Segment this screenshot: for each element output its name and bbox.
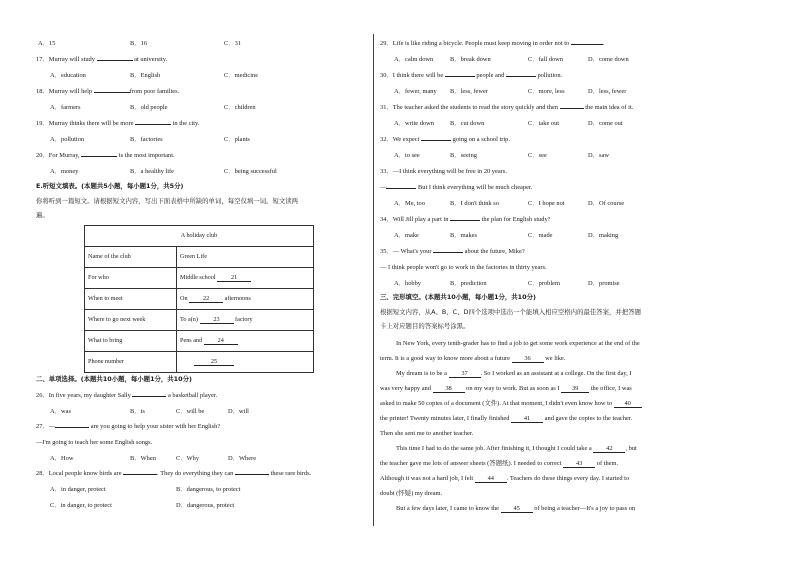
q33-blank (386, 188, 416, 189)
q16-option-c: C．31 (224, 40, 242, 47)
q31-option-c: C．take out (528, 120, 560, 127)
q26-stem: 26．In five years, my daughter Sally a basketball player. (36, 392, 218, 399)
q26-option-b: B．is (130, 408, 145, 415)
q29-option-d: D．come down (588, 56, 629, 63)
q17-option-b: B．English (130, 72, 161, 79)
blank-21: 21 (217, 274, 251, 282)
q16-option-a: A．15 (38, 40, 56, 47)
q33-reply: — But I think everything will be much cheaper. (380, 184, 533, 191)
q20-option-c: C．being successful (224, 168, 277, 175)
q19-stem: 19．Murray thinks there will be more in the city. (36, 120, 200, 127)
q27-option-d: D．Where (228, 455, 257, 462)
q32-option-c: C．see (528, 152, 547, 159)
blank-25: 25 (194, 358, 234, 366)
q26-option-a: A．was (50, 408, 71, 415)
blank-41: 41 (511, 415, 543, 423)
q20-blank (81, 156, 117, 157)
q19-blank (135, 124, 171, 125)
q18-option-a: A．farmers (50, 104, 81, 111)
q35-blank (433, 252, 463, 253)
q32-stem: 32．We expect going on a school trip. (380, 136, 510, 143)
q30-option-c: C．more, less (528, 88, 565, 95)
q28-option-c: C．in danger, to protect (50, 502, 112, 509)
q30-option-d: D．less, fewer (588, 88, 627, 95)
q34-option-c: C．made (528, 232, 553, 239)
q34-stem: 34．Will Jill play a part in the plan for English study? (380, 216, 551, 223)
q34-blank (450, 220, 480, 221)
section-e-instruction-2: 遍。 (36, 211, 49, 219)
q26-option-d: D．will (228, 408, 249, 415)
q16-option-b: B．16 (130, 40, 148, 47)
q28-option-b: B．dangerous, to protect (176, 486, 241, 493)
q18-stem: 18．Murray will help from poor families. (36, 88, 180, 95)
q28-blank-2 (235, 474, 269, 475)
q18-blank (94, 92, 130, 93)
passage-line: was very happy and 38 on my way to work. But as soon as I 39 the office, I was (380, 385, 632, 392)
q31-blank (560, 108, 584, 109)
q35-reply: — I think people won't go to work in the factories in thirty years. (380, 264, 547, 271)
q32-option-b: B．seeing (450, 152, 477, 159)
q34-option-a: A．make (394, 232, 419, 239)
q31-stem: 31．The teacher asked the students to read the story quickly and then the main idea of it. (380, 104, 634, 111)
q17-stem: 17．Murray will study at university. (36, 56, 168, 63)
q27-option-a: A．How (50, 455, 74, 462)
q26-option-c: C．will be (176, 408, 205, 415)
q17-option-c: C．medicine (224, 72, 259, 79)
blank-38: 38 (433, 385, 465, 393)
q18-option-b: B．old people (130, 104, 168, 111)
q29-stem: 29．Life is like riding a bicycle. People must keep moving in order not to . (380, 40, 605, 47)
table-row: Phone number 25 (85, 352, 314, 373)
q19-option-b: B．factories (130, 136, 163, 143)
q33-option-d: D．Of course (588, 200, 625, 207)
q31-option-a: A．write down (394, 120, 434, 127)
q30-option-b: B．less, fewer (450, 88, 488, 95)
q32-option-d: D．saw (588, 152, 609, 159)
q30-blank-1 (445, 76, 475, 77)
q19-option-c: C．plants (224, 136, 250, 143)
q30-blank-2 (506, 76, 536, 77)
q31-option-d: D．come out (588, 120, 623, 127)
q17-option-a: A．education (50, 72, 86, 79)
passage-line: the printer! Twenty minutes later, I finally finished 41 and gave the copies to the teacher. (380, 415, 633, 422)
q29-option-a: A．calm down (394, 56, 434, 63)
blank-45: 45 (501, 505, 533, 513)
q28-stem: 28．Local people know birds are . They do everything they can these rare birds. (36, 470, 312, 477)
q33-option-c: C．I hope not (528, 200, 565, 207)
section-3-title: 三、完形填空。(本题共10小题，每小题1分，共10分) (380, 293, 536, 301)
q18-option-c: C．children (224, 104, 256, 111)
table-row: What to bring Pens and 24 (85, 331, 314, 352)
blank-24: 24 (204, 337, 238, 345)
passage-line: In New York, every tenth-grader has to find a job to get some work experience at the end of the (396, 340, 640, 347)
passage-line: Although it was not a hard job, I felt 44 . Teachers do these things every day. I started to (380, 475, 630, 482)
section-3-instruction-1: 根据短文内容，从A、B、C、D四个选项中选出一个能填入相应空格内的最佳答案，并把答题 (380, 308, 641, 316)
q33-stem: 33．—I think everything will be free in 20 years. (380, 168, 507, 175)
q29-option-c: C．fall down (528, 56, 563, 63)
section-2-title: 二、单项选择。(本题共10小题，每小题1分，共10分) (36, 375, 192, 383)
q20-option-a: A．money (50, 168, 79, 175)
table-header: A holiday club (85, 226, 314, 247)
q35-option-a: A．hobby (394, 280, 421, 287)
q26-blank (132, 396, 166, 397)
q20-stem: 20．For Murray, is the most important. (36, 152, 175, 159)
column-divider (373, 34, 374, 526)
passage-line: doubt (怀疑) my dream. (380, 490, 443, 497)
passage-line: This time I had to do the same job. After finishing it, I thought I could take a 42 , but (396, 445, 637, 452)
q32-option-a: A．to see (394, 152, 420, 159)
q29-blank (571, 44, 603, 45)
q17-blank (97, 60, 133, 61)
q28-option-a: A．in danger, protect (50, 486, 106, 493)
q19-option-a: A．pollution (50, 136, 85, 143)
q33-option-b: B．I don't think so (450, 200, 499, 207)
passage-line: asked to make 50 copies of a document (文件). At that moment, I didn't even know how to 40 (380, 400, 642, 408)
q27-blank (55, 427, 89, 428)
q30-stem: 30．I think there will be people and pollution. (380, 72, 563, 79)
q27-option-b: B．When (130, 455, 156, 462)
passage-line: My dream is to be a 37 . So I worked as an assistant at a college. On the first day, I (396, 370, 632, 377)
section-3-instruction-2: 卡上对应题目的答案标号涂黑。 (380, 322, 470, 330)
blank-37: 37 (449, 370, 481, 378)
blank-44: 44 (475, 475, 507, 483)
blank-23: 23 (200, 316, 234, 324)
section-e-instruction-1: 你将听到一篇短文。请根据短文内容，写出下面表格中所缺的单词，每空仅填一词。短文读两 (36, 197, 299, 205)
holiday-club-table (84, 225, 314, 373)
table-row: For who Middle school 21 (85, 268, 314, 289)
q29-option-b: B．break down (450, 56, 491, 63)
q27-reply: —I'm going to teach her some English songs. (36, 439, 153, 446)
q35-option-c: C．problem (528, 280, 560, 287)
q28-option-d: D．dangerous, protect (176, 502, 235, 509)
blank-22: 22 (189, 295, 223, 303)
table-row: Where to go next week To a(n) 23 factory (85, 310, 314, 331)
passage-line: the teacher gave me lots of answer sheets (答题纸). I needed to correct 43 of them. (380, 460, 619, 467)
q35-option-b: B．prediction (450, 280, 487, 287)
q33-option-a: A．Me, too (394, 200, 425, 207)
passage-line: Then she sent me to another teacher. (380, 430, 474, 437)
section-e-title: E.听短文填表。(本题共5小题，每小题1分，共5分) (36, 182, 184, 190)
blank-36: 36 (512, 355, 544, 363)
table-row: Name of the club Green Life (85, 247, 314, 268)
passage-line: But a few days later, I came to know the 45 of being a teacher—It's a joy to pass on (396, 505, 636, 512)
q27-stem: 27．— are you going to help your sister with her English? (36, 423, 221, 430)
q34-option-d: D．making (588, 232, 619, 239)
q35-option-d: D．promise (588, 280, 620, 287)
table-row: When to meet On 22 afternoons (85, 289, 314, 310)
blank-42: 42 (593, 445, 625, 453)
q35-stem: 35．— What's your about the future, Mike? (380, 248, 525, 255)
blank-43: 43 (563, 460, 595, 468)
blank-39: 39 (561, 385, 589, 393)
q27-option-c: C．Why (176, 455, 200, 462)
q32-blank (421, 140, 451, 141)
passage-line: term. It is a good way to know more about a future 36 we like. (380, 355, 566, 362)
q20-option-b: B．a healthy life (130, 168, 175, 175)
q28-blank-1 (123, 474, 157, 475)
q31-option-b: B．cut down (450, 120, 485, 127)
q30-option-a: A．fewer, many (394, 88, 437, 95)
q34-option-b: B．makes (450, 232, 477, 239)
blank-40: 40 (614, 400, 642, 408)
